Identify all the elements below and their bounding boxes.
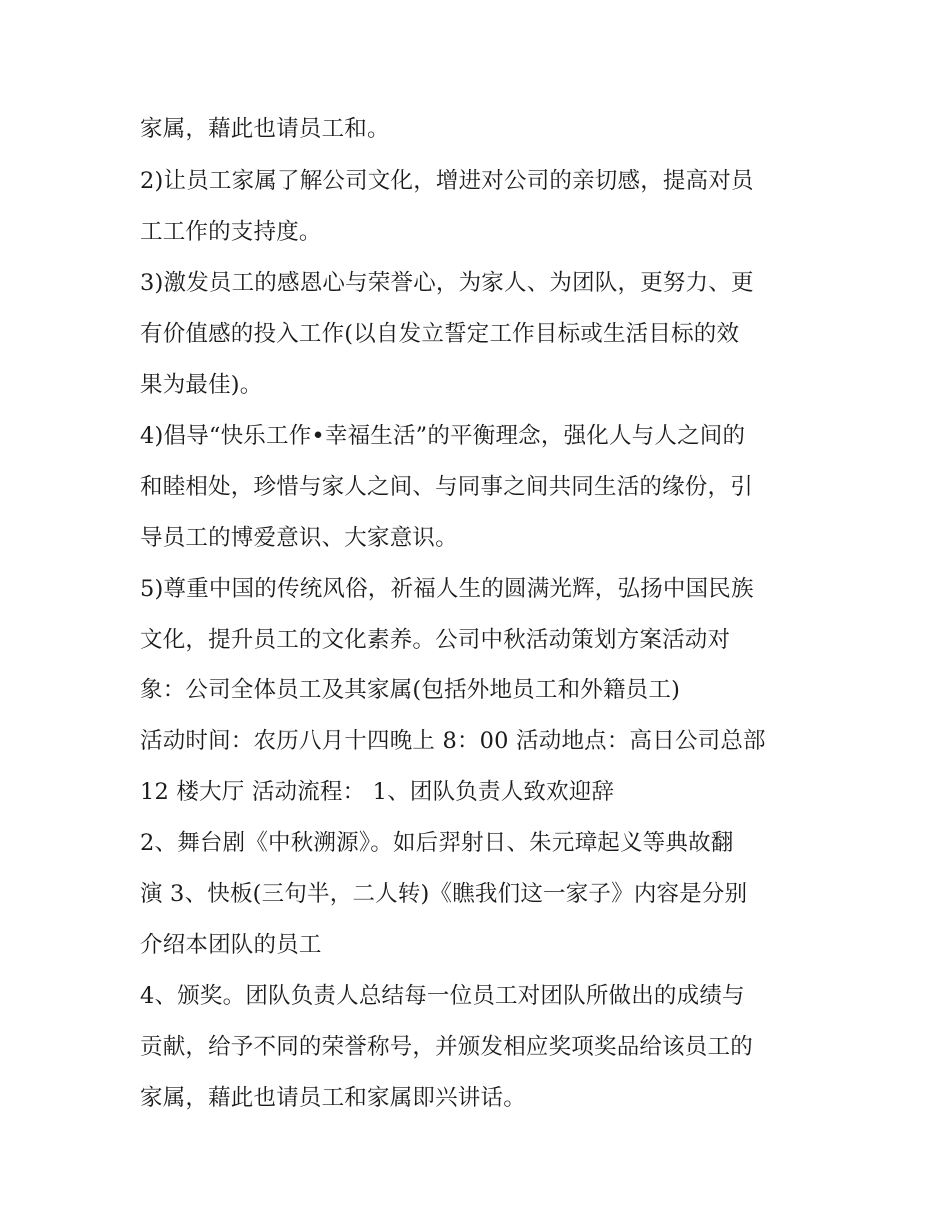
text-line: 家属，藉此也请员工和家属即兴讲话。 <box>140 1085 526 1111</box>
text-line: 文化，提升员工的文化素养。公司中秋活动策划方案活动对 <box>140 627 731 653</box>
text-line: 有价值感的投入工作(以自发立誓定工作目标或生活目标的效 <box>140 321 740 347</box>
text-line: 贡献，给予不同的荣誉称号，并颁发相应奖项奖品给该员工的 <box>140 1034 753 1060</box>
text-line: 2)让员工家属了解公司文化，增进对公司的亲切感，提高对员 <box>140 168 754 194</box>
text-line: 介绍本团队的员工 <box>140 932 322 958</box>
text-line: 4)倡导“快乐工作•幸福生活”的平衡理念，强化人与人之间的 <box>140 423 746 449</box>
text-line: 工工作的支持度。 <box>140 219 322 245</box>
text-line: 演 3、快板(三句半，二人转)《瞧我们这一家子》内容是分别 <box>140 881 748 907</box>
text-line: 导员工的博爱意识、大家意识。 <box>140 525 458 551</box>
text-line: 4、颁奖。团队负责人总结每一位员工对团队所做出的成绩与 <box>140 983 745 1009</box>
text-line: 果为最佳)。 <box>140 372 263 398</box>
text-line: 象：公司全体员工及其家属(包括外地员工和外籍员工) <box>140 677 681 703</box>
text-line: 活动时间：农历八月十四晚上 8：00 活动地点：高日公司总部 <box>140 728 766 754</box>
text-line: 12 楼大厅 活动流程： 1、团队负责人致欢迎辞 <box>140 779 615 805</box>
text-line: 和睦相处，珍惜与家人之间、与同事之间共同生活的缘份，引 <box>140 474 753 500</box>
text-line: 家属，藉此也请员工和。 <box>140 116 390 142</box>
text-line: 2、舞台剧《中秋溯源》。如后羿射日、朱元璋起义等典故翻 <box>140 830 734 856</box>
text-line: 5)尊重中国的传统风俗，祈福人生的圆满光辉，弘扬中国民族 <box>140 576 754 602</box>
text-line: 3)激发员工的感恩心与荣誉心，为家人、为团队，更努力、更 <box>140 270 754 296</box>
